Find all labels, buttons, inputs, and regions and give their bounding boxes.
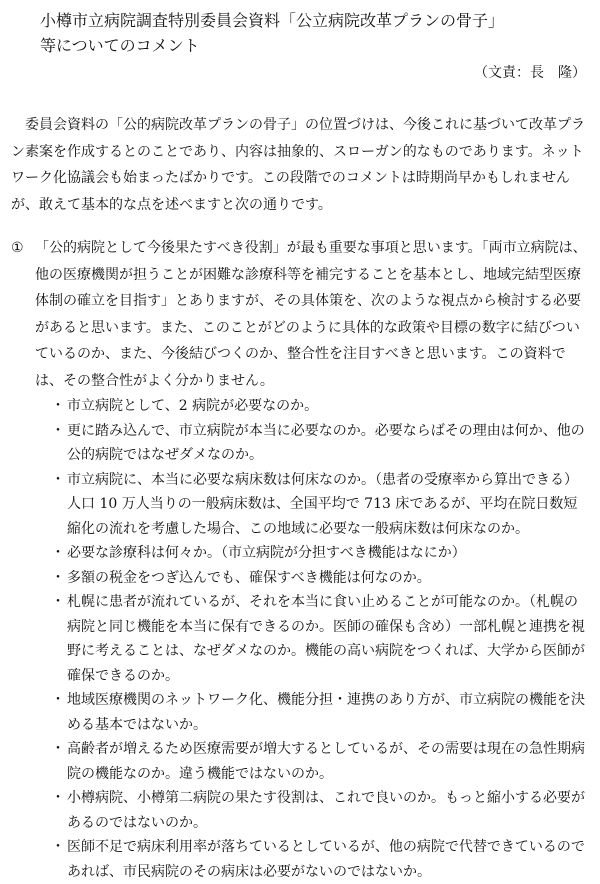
bullet-item: ・ 多額の税金をつぎ込んでも、確保すべき機能は何なのか。	[57, 566, 589, 591]
author-attribution: （文責：長 隆）	[474, 65, 586, 81]
section-1-number: ①	[11, 240, 24, 256]
bullet-item: ・ 高齢者が増えるため医療需要が増大するとしているが、その需要は現在の急性期病院の機能なのか。違う機能ではないのか。	[57, 737, 589, 786]
bullet-item: ・ 市立病院に、本当に必要な病床数は何床なのか。（患者の受療率から算出できる）人口 10 万人当りの一般病床数は、全国平均で 713 床であるが、平均在院日数短縮化の流れを考慮した場合、この地域に必要な一般病床数は何床なのか。	[57, 468, 589, 542]
bullet-item: ・ 小樽病院、小樽第二病院の果たす役割は、これで良いのか。もっと縮小する必要があるのではないのか。	[57, 786, 589, 835]
section-1-body: 「公的病院として今後果たすべき役割」が最も重要な事項と思います。「両市立病院は、他の医療機関が担うことが困難な診療科等を補完することを基本とし、地域完結型医療体制の確立を目指す」とありますが、その具体策を、次のような視点から検討する必要があると思います。また、このことがどのように具体的な政策や目標の数字に結びついているのか、また、今後結びつくのか、整合性を注目すべきと思います。この資料では、その整合性がよく分かりません。	[35, 240, 587, 389]
section-1-bullet-list	[11, 394, 589, 884]
bullet-item: ・ 市立病院として、2 病院が必要なのか。	[57, 394, 589, 419]
bullet-item: ・ 札幌に患者が流れているが、それを本当に食い止めることが可能なのか。（札幌の病院と同じ機能を本当に保有できるのか。医師の確保も含め）一部札幌と連携を視野に考えることは、なぜダメなのか。機能の高い病院をつくれば、大学から医師が確保できるのか。	[57, 590, 589, 688]
bullet-item: ・ 必要な診療科は何々か。（市立病院が分担すべき機能はなにか）	[57, 541, 589, 566]
intro-paragraph: 委員会資料の「公的病院改革プランの骨子」の位置づけは、今後これに基づいて改革プラン素案を作成するとのことであり、内容は抽象的、スローガン的なものであります。ネットワーク化協議会も始まったばかりです。この段階でのコメントは時期尚早かもしれませんが、敢えて基本的な点を述べますと次の通りです。	[11, 117, 585, 213]
title-line-1: 小樽市立病院調査特別委員会資料「公立病院改革プランの骨子」	[40, 11, 505, 30]
title-line-2: 等についてのコメント	[40, 36, 200, 55]
document-title	[40, 8, 580, 58]
section-1	[11, 235, 589, 884]
bullet-item: ・ 医師不足で病床利用率が落ちているとしているが、他の病院で代替できているのであれば、市民病院のその病床は必要がないのではないか。	[57, 835, 589, 884]
bullet-item: ・ 更に踏み込んで、市立病院が本当に必要なのか。必要ならばその理由は何か、他の公的病院ではなぜダメなのか。	[57, 419, 589, 468]
bullet-item: ・ 地域医療機関のネットワーク化、機能分担・連携のあり方が、市立病院の機能を決める基本ではないか。	[57, 688, 589, 737]
